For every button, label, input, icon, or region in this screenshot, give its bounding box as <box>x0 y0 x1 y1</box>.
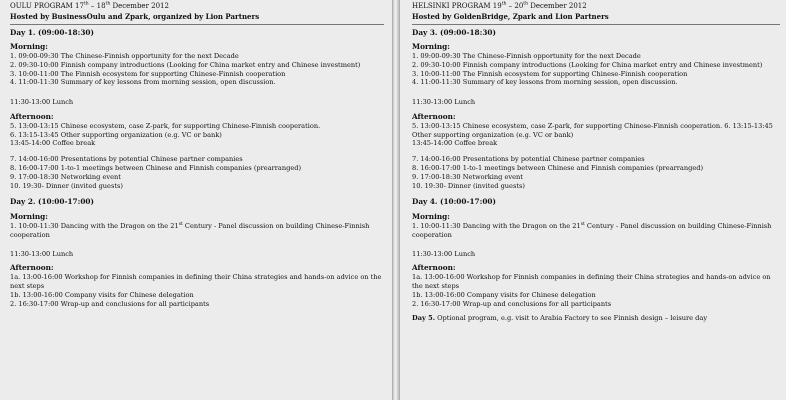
day1-heading: Day 1. (09:00-18:30) <box>10 27 94 37</box>
day4-lunch: 11:30-13:00 Lunch <box>412 249 476 258</box>
day5-optional-program: Day 5. Optional program, e.g. visit to Arabia Factory to see Finnish design – leisure day <box>412 314 708 323</box>
day2-morning-label: Morning: <box>10 212 48 222</box>
list-item: 8. 16:00-17:00 1-to-1 meetings between Chinese and Finnish companies (prearranged) <box>10 164 302 173</box>
list-item: 1a. 13:00-16:00 Workshop for Finnish companies in defining their China strategies and hands-on advice on the next steps <box>10 273 382 291</box>
list-item: 8. 16:00-17:00 1-to-1 meetings between Chinese and Finnish companies (prearranged) <box>412 164 704 173</box>
day3-heading: Day 3. (09:00-18:30) <box>412 27 496 37</box>
day4-afternoon-list <box>412 273 780 308</box>
day3-morning-list <box>412 52 780 87</box>
page-divider <box>392 0 400 400</box>
helsinki-program-page <box>400 0 786 400</box>
list-item: 4. 11:00-11:30 Summary of key lessons from morning session, open discussion. <box>412 78 678 87</box>
helsinki-title: HELSINKI PROGRAM 19th – 20th December 2012 <box>412 1 587 10</box>
list-item: 1b. 13:00-16:00 Company visits for Chinese delegation <box>412 290 596 299</box>
day3-morning-label: Morning: <box>412 42 450 52</box>
oulu-hosted-by: Hosted by BusinessOulu and Zpark, organized by Lion Partners <box>10 11 260 21</box>
oulu-program-page <box>0 0 392 400</box>
day2-heading: Day 2. (10:00-17:00) <box>10 197 94 207</box>
helsinki-hosted-by: Hosted by GoldenBridge, Zpark and Lion Partners <box>412 11 609 21</box>
list-item: 2. 16:30-17:00 Wrap-up and conclusions for all participants <box>412 299 612 308</box>
list-item: 10. 19:30- Dinner (invited guests) <box>10 181 123 190</box>
list-item: 3. 10:00-11:00 The Finnish ecosystem for supporting Chinese-Finnish cooperation <box>10 69 286 78</box>
list-item: 10. 19:30- Dinner (invited guests) <box>412 181 525 190</box>
day4-morning-label: Morning: <box>412 212 450 222</box>
list-item: 5. 13:00-13:15 Chinese ecosystem, case Z-park, for supporting Chinese-Finnish cooperation. 6. 13:15-13:45 Other supporting organization (e.g. VC or bank) <box>412 121 773 139</box>
day4-afternoon-label: Afternoon: <box>412 263 456 273</box>
list-item: 1b. 13:00-16:00 Company visits for Chinese delegation <box>10 290 194 299</box>
day3-afternoon-label: Afternoon: <box>412 112 456 122</box>
list-item: 1. 10:00-11:30 Dancing with the Dragon on the 21st Century - Panel discussion on building Chinese-Finnish cooperation <box>10 221 370 239</box>
day1-morning-label: Morning: <box>10 42 48 52</box>
day1-lunch: 11:30-13:00 Lunch <box>10 98 74 107</box>
day2-lunch: 11:30-13:00 Lunch <box>10 249 74 258</box>
list-item: 6. 13:15-13:45 Other supporting organization (e.g. VC or bank) <box>10 130 222 139</box>
day2-afternoon-label: Afternoon: <box>10 263 54 273</box>
list-item: 7. 14:00-16:00 Presentations by potential Chinese partner companies <box>412 155 645 164</box>
list-item: 13:45-14:00 Coffee break <box>412 139 498 148</box>
divider-line <box>412 24 780 25</box>
day1-afternoon-list <box>10 122 384 191</box>
day2-afternoon-list <box>10 273 384 308</box>
divider-line <box>10 24 384 25</box>
list-item: 2. 09:30-10:00 Finnish company introductions (Looking for China market entry and Chinese investment) <box>412 60 763 69</box>
day1-morning-list <box>10 52 384 87</box>
list-item: 7. 14:00-16:00 Presentations by potential Chinese partner companies <box>10 155 243 164</box>
list-item: 1. 10:00-11:30 Dancing with the Dragon on the 21st Century - Panel discussion on building Chinese-Finnish cooperation <box>412 221 772 239</box>
list-item: 9. 17:00-18:30 Networking event <box>412 172 523 181</box>
list-item: 3. 10:00-11:00 The Finnish ecosystem for supporting Chinese-Finnish cooperation <box>412 69 688 78</box>
list-item: 9. 17:00-18:30 Networking event <box>10 172 121 181</box>
list-item: 1. 09:00-09:30 The Chinese-Finnish opportunity for the next Decade <box>412 52 641 61</box>
list-item: 2. 09:30-10:00 Finnish company introductions (Looking for China market entry and Chinese investment) <box>10 60 361 69</box>
list-item: 2. 16:30-17:00 Wrap-up and conclusions for all participants <box>10 299 210 308</box>
spacer <box>412 148 780 155</box>
day4-heading: Day 4. (10:00-17:00) <box>412 197 496 207</box>
list-item: 5. 13:00-13:15 Chinese ecosystem, case Z-park, for supporting Chinese-Finnish cooperation. <box>10 121 321 130</box>
list-item: 1. 09:00-09:30 The Chinese-Finnish opportunity for the next Decade <box>10 52 239 61</box>
day1-afternoon-label: Afternoon: <box>10 112 54 122</box>
list-item: 1a. 13:00-16:00 Workshop for Finnish companies in defining their China strategies and hands-on advice on the next steps <box>412 273 771 291</box>
oulu-title: OULU PROGRAM 17th – 18th December 2012 <box>10 1 169 10</box>
day3-lunch: 11:30-13:00 Lunch <box>412 98 476 107</box>
day3-afternoon-list <box>412 122 780 191</box>
spacer <box>10 148 384 155</box>
list-item: 4. 11:00-11:30 Summary of key lessons from morning session, open discussion. <box>10 78 276 87</box>
list-item: 13:45-14:00 Coffee break <box>10 139 96 148</box>
